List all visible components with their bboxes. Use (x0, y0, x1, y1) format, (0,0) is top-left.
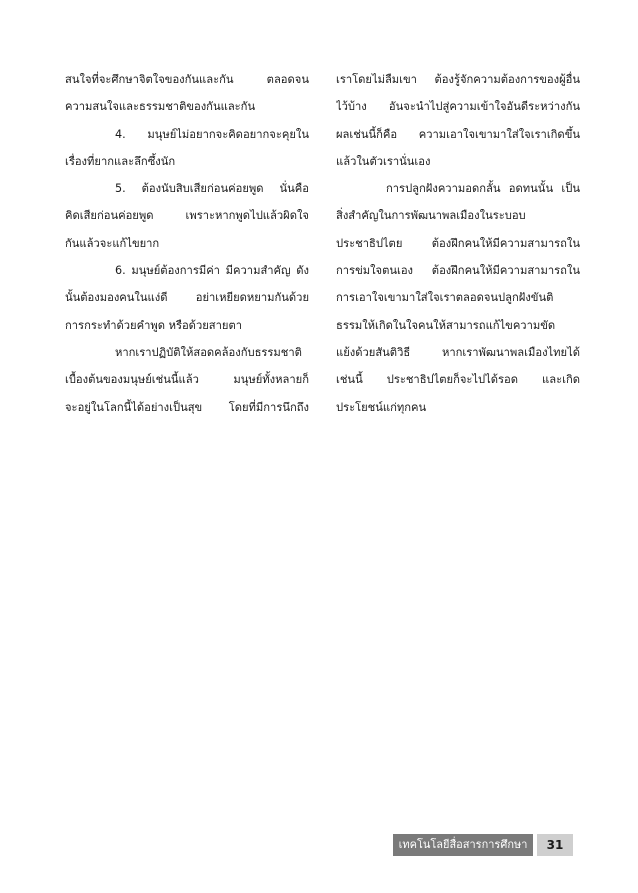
text-line: ผลเช่นนี้ก็คือ ความเอาใจเขามาใส่ใจเราเกิดขึ้น (336, 127, 580, 141)
text-line: การข่มใจตนเอง ต้องฝึกคนให้มีความสามารถใน (336, 264, 580, 278)
text-line: ประชาธิปไตย ต้องฝึกคนให้มีความสามารถใน (336, 236, 580, 250)
right-text-column (336, 66, 580, 421)
text-line: 5. ต้องนับสิบเสียก่อนค่อยพูด นั่นคือ (115, 182, 309, 196)
text-line: แย้งด้วยสันติวิธี หากเราพัฒนาพลเมืองไทยได้ (336, 345, 580, 359)
text-line: 4. มนุษย์ไม่อยากจะคิดอยากจะคุยใน (115, 127, 309, 141)
left-text-column (65, 66, 309, 421)
text-line: การปลูกฝังความอดกลั้น อดทนนั้น เป็น (386, 182, 580, 196)
text-line: ความสนใจและธรรมชาติของกันและกัน (65, 100, 256, 114)
text-line: กันแล้วจะแก้ไขยาก (65, 236, 160, 250)
text-line: จะอยู่ในโลกนี้ได้อย่างเป็นสุข โดยที่มีการนึกถึง (65, 400, 309, 414)
page-footer (393, 834, 573, 856)
text-line: คิดเสียก่อนค่อยพูด เพราะหากพูดไปแล้วผิดใจ (65, 209, 309, 223)
text-line: สนใจที่จะศึกษาจิตใจของกันและกัน ตลอดจน (65, 73, 309, 86)
page-number: 31 (537, 834, 573, 856)
text-line: การเอาใจเขามาใส่ใจเราตลอดจนปลูกฝังขันติ (336, 291, 554, 305)
text-line: เรื่องที่ยากและลึกซึ้งนัก (65, 154, 176, 168)
text-line: นั้นต้องมองคนในแง่ดี อย่าเหยียดหยามกันด้วย (65, 291, 309, 305)
text-line: เบื้องต้นของมนุษย์เช่นนี้แล้ว มนุษย์ทั้งหลายก็ (65, 373, 309, 387)
text-line: การกระทำด้วยคำพูด หรือด้วยสายตา (65, 318, 242, 332)
text-line: เช่นนี้ ประชาธิปไตยก็จะไปได้รอด และเกิด (336, 373, 580, 387)
footer-title: เทคโนโลยีสื่อสารการศึกษา (393, 834, 533, 856)
text-line: แล้วในตัวเรานั่นเอง (336, 154, 431, 168)
text-line: ประโยชน์แก่ทุกคน (336, 400, 427, 414)
text-line: 6. มนุษย์ต้องการมีค่า มีความสำคัญ ดัง (115, 264, 309, 278)
text-line: ไว้บ้าง อันจะนำไปสู่ความเข้าใจอันดีระหว่างกัน (336, 100, 580, 114)
text-line: สิ่งสำคัญในการพัฒนาพลเมืองในระบอบ (336, 209, 526, 223)
text-line: ธรรมให้เกิดในใจคนให้สามารถแก้ไขความขัด (336, 318, 556, 332)
text-line: หากเราปฏิบัติให้สอดคล้องกับธรรมชาติ (115, 345, 302, 359)
text-line: เราโดยไม่ลืมเขา ต้องรู้จักความต้องการของผู้อื่น (336, 73, 580, 86)
